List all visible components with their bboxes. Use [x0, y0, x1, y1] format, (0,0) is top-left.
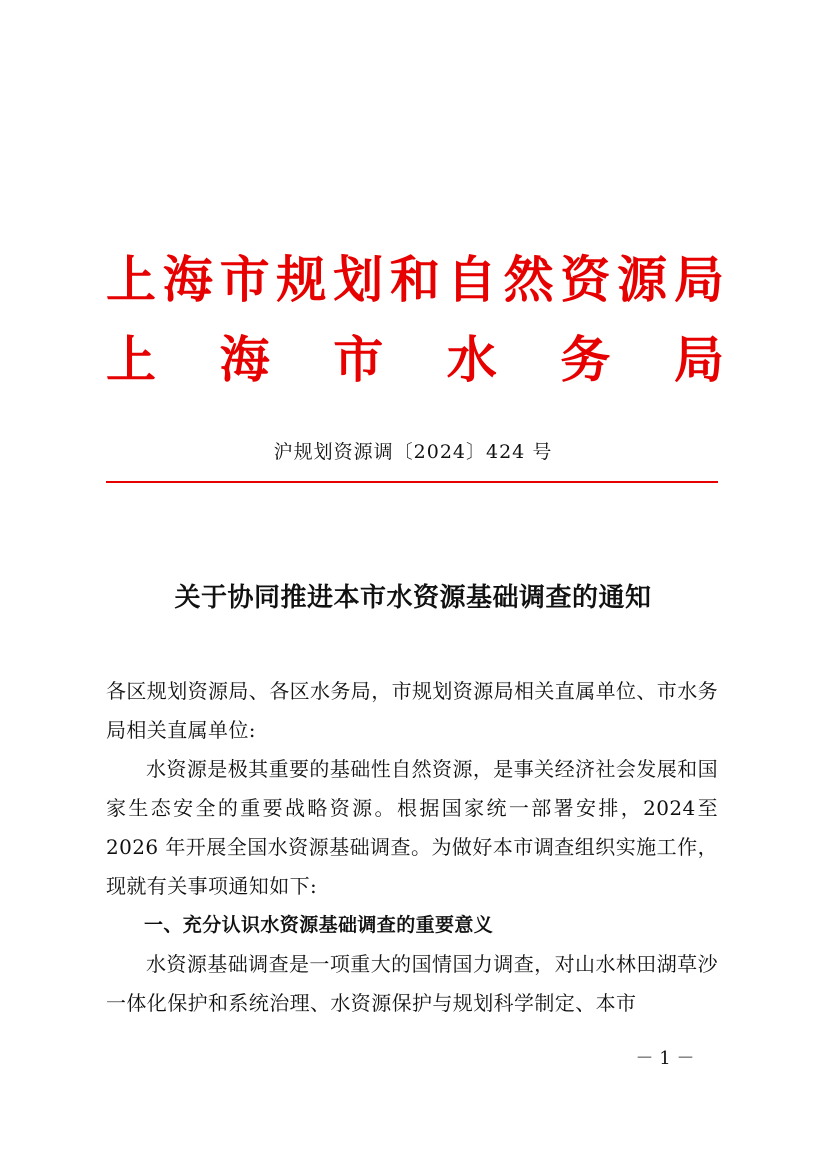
section-heading: 一、充分认识水资源基础调查的重要意义 [144, 914, 494, 936]
body-paragraph: 水资源基础调查是一项重大的国情国力调查，对山水林田湖草沙一体化保护和系统治理、水资源保护与规划科学制定、本市 [106, 952, 718, 1015]
issuer-char: 上 [106, 250, 156, 309]
issuer-char: 务 [560, 330, 611, 389]
issuer-char: 资 [560, 250, 611, 309]
body-paragraph: 水资源是极其重要的基础性自然资源，是事关经济社会发展和国家生态安全的重要战略资源。根据国家统一部署安排，2024至 2026 年开展全国水资源基础调查。为做好本市调查组织实施工作，现就有关事项通知如下: [106, 757, 718, 898]
issuer-char: 和 [389, 250, 440, 309]
issuer-char: 海 [162, 250, 213, 309]
issuer-char: 自 [446, 250, 497, 309]
document-number: 沪规划资源调〔2024〕424 号 [273, 441, 553, 463]
issuer-name-planning-bureau [106, 248, 724, 312]
red-separator-line [106, 481, 718, 483]
issuer-char: 市 [219, 250, 270, 309]
issuer-char: 局 [673, 250, 724, 309]
issuer-char: 源 [617, 250, 668, 309]
issuer-char: 水 [446, 330, 497, 389]
issuer-char: 上 [106, 330, 156, 389]
issuer-char: 然 [503, 250, 554, 309]
issuer-name-water-bureau [106, 328, 724, 392]
addressee-line: 各区规划资源局、各区水务局，市规划资源局相关直属单位、市水务局相关直属单位: [106, 679, 718, 742]
issuer-char: 海 [219, 330, 270, 389]
document-title: 关于协同推进本市水资源基础调查的通知 [174, 583, 652, 613]
issuer-char: 市 [333, 330, 384, 389]
issuer-char: 规 [276, 250, 327, 309]
page-number: － 1 － [635, 1048, 695, 1069]
issuer-char: 局 [673, 330, 724, 389]
issuer-char: 划 [333, 250, 384, 309]
document-body [106, 672, 718, 1023]
